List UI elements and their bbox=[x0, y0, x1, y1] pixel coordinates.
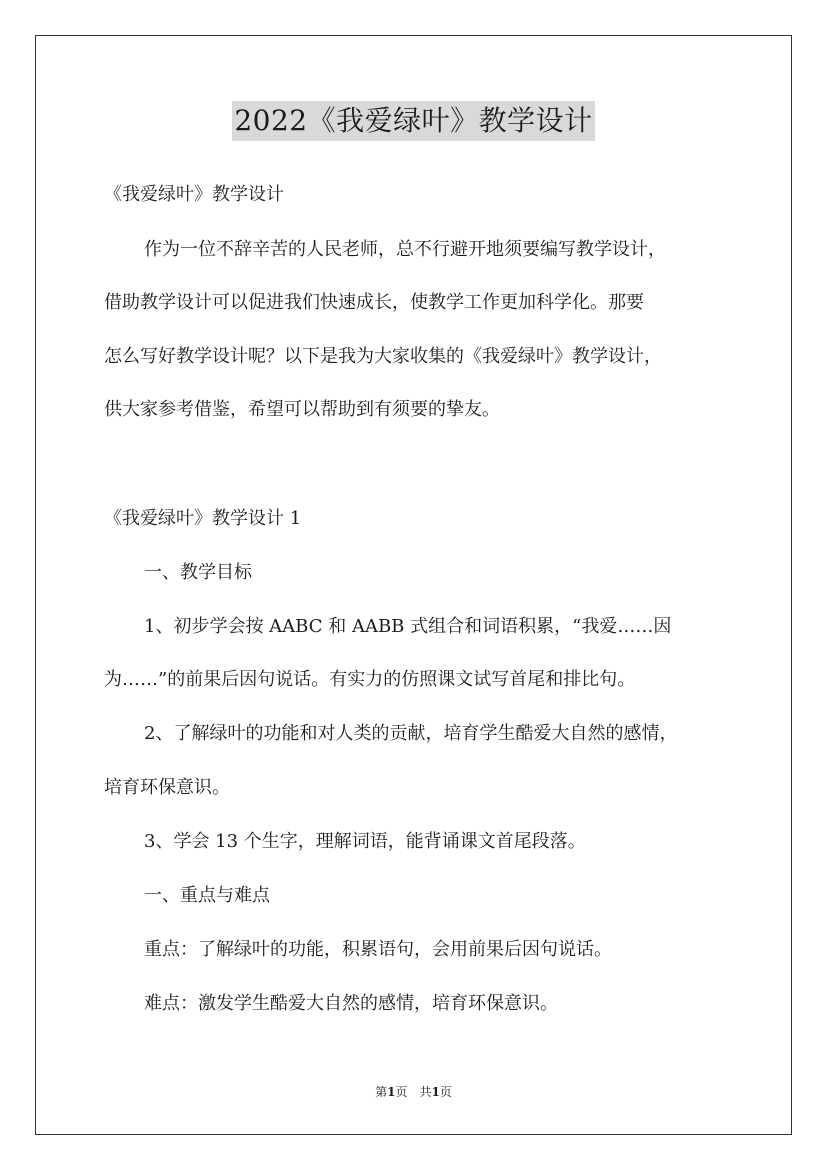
document-heading: 《我爱绿叶》教学设计 bbox=[104, 184, 284, 205]
goal2-line-2: 培育环保意识。 bbox=[104, 777, 230, 798]
footer-total-pages: 1 bbox=[431, 1085, 440, 1099]
goal1-line-2: 为……”的前果后因句说话。有实力的仿照课文试写首尾和排比句。 bbox=[104, 669, 636, 690]
goals-heading: 一、教学目标 bbox=[144, 562, 252, 583]
difficulty: 难点：激发学生酷爱大自然的感情，培育环保意识。 bbox=[144, 993, 558, 1014]
title-container bbox=[0, 101, 827, 141]
key-heading: 一、重点与难点 bbox=[144, 885, 270, 906]
footer-prefix: 第 bbox=[375, 1085, 388, 1099]
key-point: 重点：了解绿叶的功能，积累语句，会用前果后因句说话。 bbox=[144, 939, 612, 960]
intro-line-2: 借助教学设计可以促进我们快速成长，使教学工作更加科学化。那要 bbox=[104, 292, 644, 313]
intro-line-4: 供大家参考借鉴，希望可以帮助到有须要的挚友。 bbox=[104, 399, 500, 420]
page-footer bbox=[0, 1084, 827, 1100]
goal3: 3、学会 13 个生字，理解词语，能背诵课文首尾段落。 bbox=[144, 831, 586, 852]
goal2-line-1: 2、了解绿叶的功能和对人类的贡献，培育学生酷爱大自然的感情， bbox=[144, 723, 678, 744]
footer-mid: 页 共 bbox=[395, 1085, 432, 1099]
intro-line-3: 怎么写好教学设计呢？以下是我为大家收集的《我爱绿叶》教学设计， bbox=[104, 346, 662, 367]
footer-page-number: 1 bbox=[387, 1085, 396, 1099]
document-title: 2022《我爱绿叶》教学设计 bbox=[232, 101, 594, 141]
section1-heading: 《我爱绿叶》教学设计 1 bbox=[104, 508, 302, 529]
intro-line-1: 作为一位不辞辛苦的人民老师，总不行避开地须要编写教学设计， bbox=[144, 239, 666, 260]
goal1-line-1: 1、初步学会按 AABC 和 AABB 式组合和词语积累，“我爱……因 bbox=[144, 616, 672, 637]
footer-suffix: 页 bbox=[439, 1085, 452, 1099]
